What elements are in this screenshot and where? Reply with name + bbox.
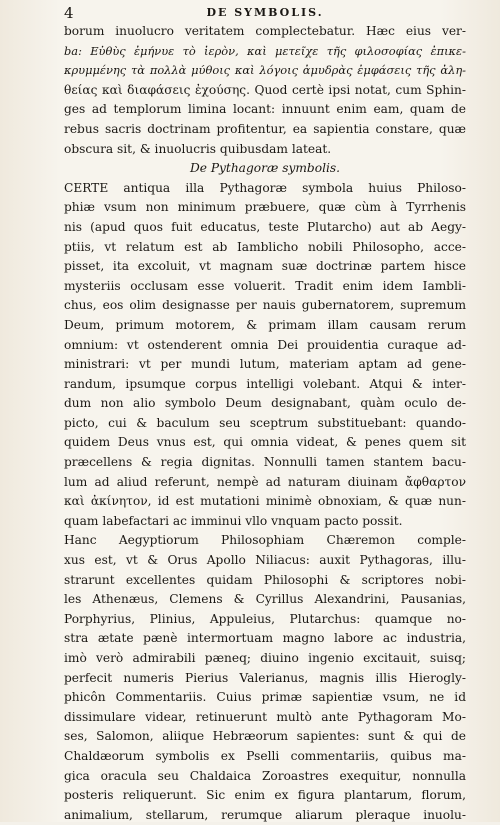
text-block-main — [64, 179, 466, 825]
text-line: obscura sit, & inuolucris quibusdam lateat. — [64, 141, 332, 156]
text-line: dum non alio symbolo Deum designabant, quàm oculo de- — [64, 396, 466, 411]
text-line: phiæ vsum non minimum præbuere, quæ cùm à Tyrrhenis — [64, 200, 466, 215]
text-line: randum, ipsumque corpus intelligi volebant. Atqui & inter- — [64, 376, 466, 391]
text-line: CERTE antiqua illa Pythagoræ symbola huius Philoso- — [64, 180, 466, 195]
text-line: borum inuolucro veritatem complectebatur. Hæc eius ver- — [64, 24, 466, 38]
text-line: gica oracula seu Chaldaica Zoroastres exequitur, nonnulla — [64, 768, 466, 783]
text-line: Hanc Aegyptiorum Philosophiam Chæremon comple- — [64, 533, 466, 548]
page-number: 4 — [64, 4, 74, 22]
text-line: animalium, stellarum, rerumque aliarum pleraque inuolu- — [64, 807, 466, 822]
text-line: ges ad templorum limina locant: innuunt enim eam, quam de — [64, 102, 466, 117]
greek-text: κρυμμένης τὰ πολλὰ μύθοις καὶ λόγοις ἀμυδρὰς ἐμφάσεις τῆς ἀλη- — [64, 63, 466, 78]
text-block-top — [64, 22, 466, 159]
text-line: chus, eos olim designasse per nauis gubernatorem, supremum — [64, 298, 466, 313]
text-line: imò verò admirabili pæneq; diuino ingenio excitauit, suisq; — [64, 651, 466, 665]
text-line: pisset, ita excoluit, vt magnam suæ doctrinæ partem hisce — [64, 259, 466, 274]
text-line: Chaldæorum symbolis ex Pselli commentariis, quibus ma- — [64, 748, 466, 763]
text-line: θείας καὶ διαφάσεις ἐχούσης. Quod certè ipsi notat, cum Sphin- — [64, 82, 466, 97]
text-line: Deum, primum motorem, & primam illam causam rerum — [64, 317, 466, 332]
running-head — [64, 6, 466, 22]
text-line: xus est, vt & Orus Apollo Niliacus: auxit Pythagoras, illu- — [64, 553, 466, 568]
text-line: nis (apud quos fuit educatus, teste Plutarcho) aut ab Aegy- — [64, 219, 466, 234]
text-line: quidem Deus vnus est, qui omnia videat, & penes quem sit — [64, 435, 466, 450]
text-line: lum ad aliud referunt, nempè ad naturam diuinam ἄφθαρτον — [64, 474, 466, 489]
text-line: dissimulare videar, retinuerunt multò ante Pythagoram Mo- — [64, 709, 466, 724]
text-line: præcellens & regia dignitas. Nonnulli tamen stantem bacu- — [64, 455, 466, 470]
text-line: omnium: vt ostenderent omnia Dei prouidentia curaque ad- — [64, 337, 466, 352]
text-line: les Athenæus, Clemens & Cyrillus Alexandrini, Pausanias, — [64, 592, 466, 607]
text-line-greek — [64, 61, 466, 81]
greek-text: ba: Εὐθὺς ἐμήνυε τὸ ἱερὸν, καὶ μετεῖχε τῆς φιλοσοφίας ἐπικε- — [64, 43, 466, 58]
text-line: perfecit numeris Pierius Valerianus, magnis illis Hierogly- — [64, 670, 466, 685]
text-line: posteris reliquerunt. Sic enim ex figura plantarum, florum, — [64, 788, 466, 803]
text-line: rebus sacris doctrinam profitentur, ea sapientia constare, quæ — [64, 121, 466, 136]
text-line: mysteriis occlusam esse voluerit. Tradit enim idem Iambli- — [64, 278, 466, 293]
text-line: strarunt excellentes quidam Philosophi & scriptores nobi- — [64, 572, 466, 587]
running-title: DE SYMBOLIS. — [206, 6, 324, 19]
text-line: ptiis, vt relatum est ab Iamblicho nobili Philosopho, acce- — [64, 239, 466, 254]
text-line: stra ætate pænè intermortuam magno labore ac industria, — [64, 631, 466, 646]
text-line: ses, Salomon, aliique Hebræorum sapientes: sunt & qui de — [64, 729, 466, 744]
text-line: quam labefactari ac imminui vllo vnquam pacto possit. — [64, 513, 403, 528]
text-line: picto, cui & baculum seu sceptrum substituebant: quando- — [64, 415, 466, 430]
text-line: phicôn Commentariis. Cuius primæ sapientiæ vsum, ne id — [64, 690, 466, 705]
text-line: ministrari: vt per mundi lutum, materiam aptam ad gene- — [64, 357, 466, 372]
text-line-greek — [64, 42, 466, 62]
text-line: καὶ ἀκίνητον, id est mutationi minimè obnoxiam, & quæ nun- — [64, 494, 466, 509]
text-line: Porphyrius, Plinius, Appuleius, Plutarchus: quamque no- — [64, 611, 466, 626]
section-heading: De Pythagoræ symbolis. — [189, 161, 340, 176]
